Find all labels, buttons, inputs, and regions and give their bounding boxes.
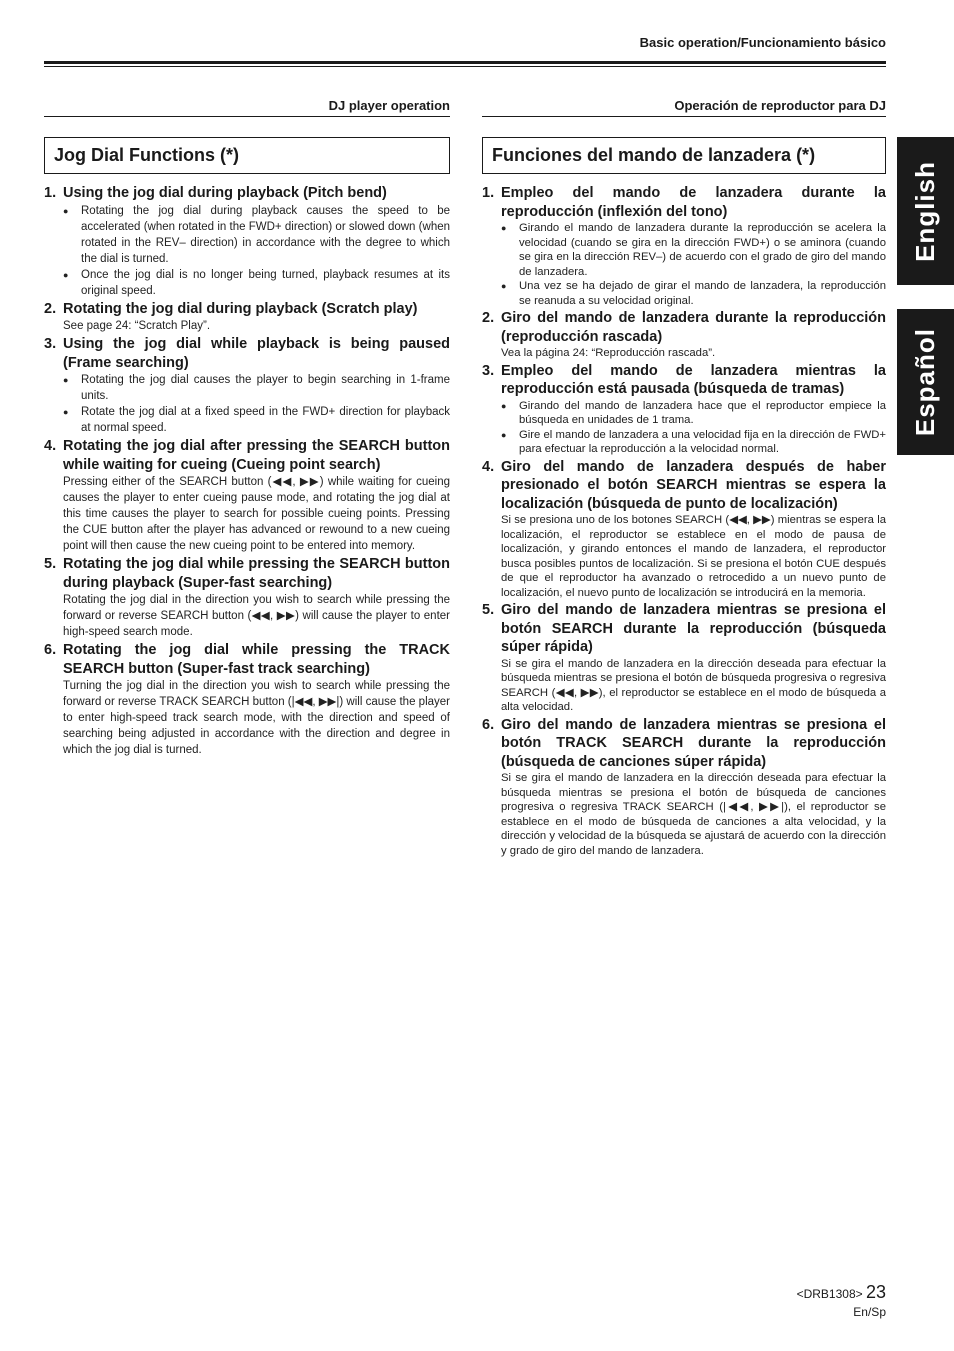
bullet-item [501, 428, 886, 457]
bullet-item [63, 267, 450, 299]
section-title-text: Using the jog dial during playback (Pitch bend) [63, 185, 387, 201]
bullet-text: Gire el mando de lanzadera a una velocidad fija en la dirección de FWD+ para efectuar la reproducción a la velocidad normal. [519, 428, 886, 455]
bullet-text: Girando del mando de lanzadera hace que el reproductor empiece la búsqueda en unidades de 1 trama. [519, 399, 886, 426]
page-number: 23 [865, 1282, 886, 1302]
section-title-text: Rotating the jog dial while pressing the TRACK SEARCH button (Super-fast track searching) [63, 642, 450, 677]
english-section-box: Jog Dial Functions (*) [44, 137, 450, 174]
section-number: 4. [482, 458, 495, 475]
section-number: 1. [44, 185, 57, 201]
section-title [482, 362, 886, 399]
english-section-1 [44, 184, 450, 299]
section-number: 4. [44, 438, 57, 454]
english-sections [44, 184, 450, 758]
bullet-item [63, 404, 450, 436]
bullet-text: Once the jog dial is no longer being turned, playback resumes at its original speed. [81, 268, 450, 297]
bullet-list [501, 221, 886, 308]
section-title [44, 555, 450, 592]
section-number: 1. [482, 185, 495, 201]
section-paragraph: Rotating the jog dial in the direction you wish to search while pressing the forward or reverse SEARCH button (◀◀, ▶▶) will cause the player to enter high-speed search mode. [63, 594, 450, 638]
bullet-list [63, 372, 450, 436]
section-paragraph: Si se gira el mando de lanzadera en la dirección deseada para efectuar la búsqueda mientras se presiona el botón de búsqueda progresiva o regresiva SEARCH (◀◀, ▶▶), el reproductor se establece en el modo de búsqueda a alta velocidad. [501, 657, 886, 713]
spanish-section-5 [482, 601, 886, 715]
bullet-text: Rotating the jog dial during playback causes the speed to be accelerated (when rotated in the FWD+ direction) or slowed down (when rotated in the REV– direction) in accordance with the degree to which the dial is turned. [81, 204, 450, 265]
section-number: 3. [482, 362, 495, 379]
bullet-list [63, 203, 450, 299]
section-paragraph: Pressing either of the SEARCH button (◀◀, ▶▶) while waiting for cueing causes the player to enter cueing pause mode, and rotating the jog dial at this time causes the player to search for possible cueing points. Pressing the CUE button after the player has advanced or rewound to a new cueing point will then cause the new cueing point to be entered into memory. [63, 476, 450, 552]
spanish-section-4 [482, 458, 886, 601]
section-paragraph: Si se gira el mando de lanzadera en la dirección deseada para efectuar la búsqueda mientras se presiona el botón de búsqueda de canciones progresiva o regresiva TRACK SEARCH (|◀◀, ▶▶|), el reproductor se establece en el modo de búsqueda de canciones a alta velocidad, y la dirección y velocidad de la búsqueda se ajustará de acuerdo con la dirección y grado de giro del mando de lanzadera. [501, 772, 886, 857]
section-title [482, 184, 886, 221]
bullet-text: Girando el mando de lanzadera durante la reproducción se acelera la velocidad (cuando se gira en la dirección FWD+) o se aminora (cuando se gira en la dirección REV–) de acuerdo con el grado de giro del mando de lanzadera. [519, 222, 886, 278]
section-title-text: Empleo del mando de lanzadera mientras la reproducción está pausada (búsqueda de tramas) [501, 362, 886, 397]
spanish-sections [482, 184, 886, 858]
section-title-text: Giro del mando de lanzadera después de haber presionado el botón SEARCH mientras se espera la localización (búsqueda de punto de localización) [501, 458, 886, 512]
section-number: 2. [44, 300, 57, 317]
section-number: 6. [44, 642, 57, 658]
bullet-item [501, 399, 886, 428]
bullet-dot-icon: ● [63, 407, 69, 417]
section-title-text: Rotating the jog dial after pressing the SEARCH button while waiting for cueing (Cueing point search) [63, 438, 450, 473]
spanish-section-box: Funciones del mando de lanzadera (*) [482, 137, 886, 174]
bullet-dot-icon: ● [501, 223, 507, 233]
header-rule-thick [44, 61, 886, 64]
section-title [44, 184, 450, 203]
spanish-column [482, 98, 886, 859]
section-title-text: Giro del mando de lanzadera mientras se presiona el botón TRACK SEARCH durante la reproducción (búsqueda de canciones súper rápida) [501, 716, 886, 770]
bullet-dot-icon: ● [501, 400, 507, 411]
language-code: En/Sp [853, 1305, 886, 1319]
english-section-2 [44, 300, 450, 335]
english-language-tab [897, 137, 954, 285]
english-section-6 [44, 641, 450, 758]
spanish-section-3 [482, 362, 886, 457]
document-code: <DRB1308> [796, 1287, 863, 1301]
spanish-section-1 [482, 184, 886, 308]
bullet-text: Rotating the jog dial causes the player to begin searching in 1-frame units. [81, 374, 450, 402]
section-number: 3. [44, 336, 57, 352]
bullet-item [63, 372, 450, 404]
section-number: 2. [482, 310, 495, 326]
english-tab-label: English [910, 160, 940, 262]
section-title [44, 437, 450, 474]
section-title-text: Giro del mando de lanzadera durante la reproducción (reproducción rascada) [501, 310, 886, 345]
page-footer [797, 1282, 886, 1319]
spanish-tab-label: Español [910, 327, 940, 437]
section-paragraph: Turning the jog dial in the direction you wish to search while pressing the forward or reverse TRACK SEARCH button (|◀◀, ▶▶|) will cause the player to enter high-speed track search mode, with the direction and speed of searching being adjusted in accordance with the direction and degree in which the jog dial is turned. [63, 680, 450, 756]
header-rule-thin [44, 66, 886, 67]
running-header: Basic operation/Funcionamiento básico [639, 35, 886, 50]
section-paragraph: Si se presiona uno de los botones SEARCH (◀◀, ▶▶) mientras se espera la localización, el reproductor se establece en el modo de pausa de localización, y girando entonces el mando de lanzadera, el reproductor busca posibles puntos de localización. Si se presiona el botón CUE después de que el reproductor ha avanzado o retrocedido a un nuevo punto de localización, el nuevo punto de localización se introducirá en la memoria. [501, 514, 886, 599]
english-column [44, 98, 450, 759]
bullet-dot-icon: ● [63, 205, 69, 216]
english-section-4 [44, 437, 450, 554]
bullet-text: Rotate the jog dial at a fixed speed in the FWD+ direction for playback at normal speed. [81, 406, 450, 434]
spanish-language-tab [897, 309, 954, 455]
section-paragraph: See page 24: “Scratch Play”. [63, 320, 211, 332]
section-title-text: Rotating the jog dial during playback (Scratch play) [63, 300, 418, 317]
spanish-column-heading: Operación de reproductor para DJ [482, 98, 886, 117]
bullet-dot-icon: ● [63, 269, 69, 280]
english-column-heading: DJ player operation [44, 98, 450, 117]
section-title-text: Giro del mando de lanzadera mientras se presiona el botón SEARCH durante la reproducción (búsqueda súper rápida) [501, 602, 886, 655]
section-number: 5. [482, 602, 495, 618]
section-title-text: Using the jog dial while playback is being paused (Frame searching) [63, 336, 450, 371]
bullet-dot-icon: ● [63, 375, 69, 385]
section-title [44, 335, 450, 372]
bullet-dot-icon: ● [501, 281, 507, 291]
bullet-item [501, 279, 886, 308]
section-title [482, 716, 886, 772]
bullet-item [63, 203, 450, 267]
bullet-item [501, 221, 886, 279]
section-number: 6. [482, 716, 495, 733]
spanish-section-2 [482, 309, 886, 361]
bullet-dot-icon: ● [501, 429, 507, 440]
section-title [482, 601, 886, 657]
section-number: 5. [44, 556, 57, 572]
section-title [482, 309, 886, 346]
section-paragraph: Vea la página 24: “Reproducción rascada”. [501, 347, 716, 359]
section-title [482, 458, 886, 514]
english-section-5 [44, 555, 450, 640]
english-section-3 [44, 335, 450, 436]
bullet-list [501, 399, 886, 457]
spanish-section-6 [482, 716, 886, 859]
section-title [44, 300, 450, 319]
bullet-text: Una vez se ha dejado de girar el mando de lanzadera, la reproducción se reanuda a su velocidad original. [519, 280, 886, 307]
section-title-text: Rotating the jog dial while pressing the SEARCH button during playback (Super-fast searching) [63, 556, 450, 591]
section-title-text: Empleo del mando de lanzadera durante la reproducción (inflexión del tono) [501, 185, 886, 220]
section-title [44, 641, 450, 678]
